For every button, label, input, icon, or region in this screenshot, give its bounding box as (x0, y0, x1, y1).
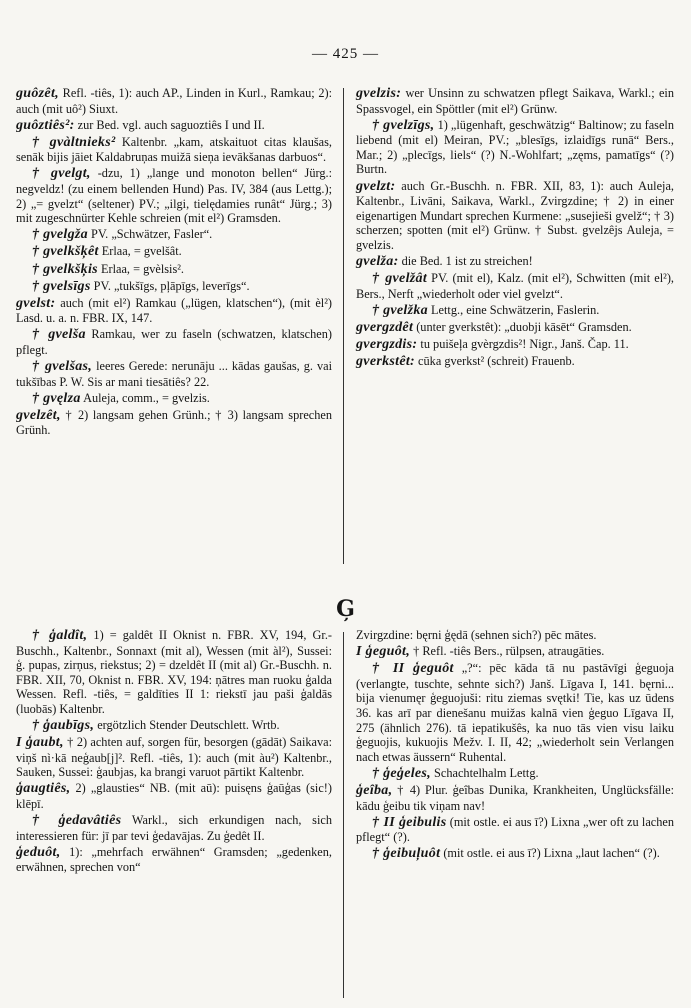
dictionary-entry (356, 337, 674, 353)
entry-headword: † gvelšas, (32, 359, 93, 375)
column-top-right (348, 86, 674, 586)
entry-headword: † ģeibuļuôt (372, 846, 441, 862)
entry-headword: † II ģeguôt (372, 661, 454, 677)
entry-headword: gvergzdêt (356, 319, 414, 335)
entry-text: die Bed. 1 ist zu streichen! (398, 254, 533, 269)
dictionary-entry (16, 781, 332, 811)
entry-text: Warkl., sich erkundigen nach, sich interessieren für: jī par tevi ģedavājas. Zu ģedêt II. (16, 813, 332, 843)
dictionary-entry (16, 391, 332, 407)
entry-text: Zvirgzdine: bęrni ģędā (sehnen sich?) pēc mātes. (356, 628, 597, 642)
dictionary-entry (16, 296, 332, 326)
dictionary-entry (356, 254, 674, 270)
dictionary-entry (16, 735, 332, 780)
dictionary-entry (356, 846, 674, 862)
entry-text: Ramkau, wer zu faseln (schwatzen, klatschen) pflegt. (16, 327, 332, 357)
entry-headword: † gvęlza (32, 390, 81, 406)
entry-headword: gvelža: (356, 254, 399, 270)
entry-headword: † gvelzīgs, (372, 117, 435, 133)
dictionary-entry (356, 815, 674, 845)
entry-text: † 4) Plur. ģeîbas Dunika, Krankheiten, Unglücksfälle: kādu ģeibu tik viņam nav! (356, 782, 674, 813)
entry-headword: † gvelsīgs (32, 278, 91, 294)
entry-text: PV. (mit el), Kalz. (mit el²), Schwitten (mit el²), Bers., Nerft „wiederholt oder viel gvelzt“. (356, 271, 674, 301)
entry-headword: † gvàltnieks² (32, 134, 116, 150)
entry-headword: guôzêt, (16, 86, 59, 101)
entry-headword: gvergzdis: (356, 337, 418, 352)
dictionary-entry (16, 244, 332, 260)
entry-text: PV. „Schwätzer, Fasler“. (87, 227, 213, 242)
dictionary-entry (356, 766, 674, 782)
dictionary-entry (16, 408, 332, 438)
entry-headword: † ģeģeles, (372, 765, 431, 781)
dictionary-entry (16, 718, 332, 734)
entry-text: Kaltenbr. „kam, atskaituot citas klaušas, senāk bijis jāiet Kaldabruņas muižā sieņa ievākšanas darbuos“. (16, 134, 332, 165)
entry-text: (unter gverkstêt): „duobji kāsēt“ Gramsden. (413, 319, 632, 334)
dictionary-entry (16, 327, 332, 357)
entry-headword: guôztiês²: (16, 117, 75, 133)
entry-text: cūka gverkst² (schreit) Frauenb. (414, 354, 575, 369)
entry-text: auch (mit el²) Ramkau („lügen, klatschen“), (mit èl²) Lasd. u. a. n. FBR. IX, 147. (16, 295, 332, 326)
entry-text: Erlaa, = gvèlsis². (97, 261, 184, 276)
entry-headword: † II ģeibulis (372, 814, 447, 830)
entry-text: Auleja, comm., = gvelzis. (80, 390, 210, 405)
entry-text: † Refl. -tiês Bers., rülpsen, atraugāties. (410, 644, 605, 659)
entry-headword: † gvelkšķis (32, 261, 98, 277)
entry-headword: ģeduôt, (16, 844, 61, 860)
entry-text: (mit ostle. ei aus ī?) Lixna „wer oft zu lachen pflegt“ (?). (356, 814, 674, 845)
entry-text: 1) = galdêt II Oknist n. FBR. XV, 194, Gr.-Buschh., Kaltenbr., Sonnaxt (mit al), Wessen (mit àl²), Sussei: ģ. pupas, zirņus, riekstus; 2) = dzeldêt II (mit al) Gr.-Buschh. n. FBR. XII, 70, Oknist n. FBR. XV, 194: ņātres man ruoku ģalda Wessen. Refl. -tiês, = galdīties II 1: riekstī jau paši ģaldās (luobās) Kaltenbr. (16, 628, 332, 716)
section-letter: Ģ (336, 596, 355, 622)
dictionary-entry (16, 359, 332, 389)
entry-text: 1) „lügenhaft, geschwätzig“ Baltinow; zu faseln liebend (mit el) Meiran, PV.; „blesīgs, izlaidīgs runā“ Bers., Mar.; 2) „plecīgs, liels“ (?) N.-Wohlfart; „zęms, pamatīgs“ (?) Burtn. (356, 117, 674, 177)
entry-headword: I ģaubt, (16, 735, 64, 751)
dictionary-entry (356, 86, 674, 116)
dictionary-entry (356, 783, 674, 813)
entry-text: PV. „tukšīgs, pļāpīgs, leverīgs“. (90, 278, 250, 293)
dictionary-entry (356, 661, 674, 764)
entry-text: zur Bed. vgl. auch saguoztiês I und II. (74, 117, 265, 132)
entry-headword: † gvelžât (372, 271, 428, 287)
dictionary-entry (16, 86, 332, 116)
entry-headword: † gvelgža (32, 227, 88, 243)
entry-text: 1): „mehrfach erwähnen“ Gramsden; „gedenken, erwähnen, sprechen von“ (16, 844, 332, 875)
entry-text: Refl. -tiês, 1): auch AP., Linden in Kurl., Ramkau; 2): auch (mit uô²) Siuxt. (16, 86, 332, 116)
entry-headword: gvelzêt, (16, 407, 61, 423)
entry-headword: † ģedavâtiês (32, 813, 122, 829)
entry-headword: gvelzis: (356, 86, 402, 101)
column-top-left (16, 86, 338, 586)
entry-text: tu puišeļa gvèrgzdis²! Nigr., Janš. Čap. 11. (417, 337, 629, 351)
entry-text: † 2) achten auf, sorgen für, besorgen (gādāt) Saikava: viņš nì·kā neģaub[j]². Refl. -tiês, 1): auch (mit àu²) Kaltenbr., Sauken, Sussei: ģaubjas, ka brangi varuot pārtikt Kaltenbr. (16, 735, 333, 780)
entry-text: -dzu, 1) „lange und monoton bellen“ Jürg.: negveldz! (zu einem bellenden Hund) Pas. IV, 384 (aus Lettg.); 2) „= gvelzt“ (seltener) PV.; „ilgi, tielędamies runât“ Jürg.; 3) mit zugeschnürter Kehle schreien (mit el²) Gramsden. (16, 166, 332, 226)
entry-headword: † ģaldît, (32, 628, 88, 643)
entry-text: Schachtelhalm Lettg. (430, 765, 539, 780)
entry-text: ergötzlich Stender Deutschlett. Wrtb. (94, 718, 280, 733)
entry-headword: ģeîba, (356, 782, 393, 798)
entry-text: „?“: pēc kāda tā nu pastāvīgi ģeguoja (verlangte, tuschte, sehnte sich?) Janš. Līgava I, 141. bęrni... bija vienumęr ģeguojuši: ritu ziemas svętki! Tie, kas uz ūdens 36. kas arī par dienešanu muižas kalnā vien ģeguo Līgava II, 275 (ähnlich 276). tā iepatikušês, ka nuo tās vien visu laiku ģeguojis, kukuojis Mežv. I. II, 42; „wiederholt sein Verlangen nach etwas äussern“ Ruhental. (356, 661, 674, 764)
dictionary-entry (356, 644, 674, 660)
dictionary-entry (356, 179, 674, 253)
entry-text: auch Gr.-Buschh. n. FBR. XII, 83, 1): auch Auleja, Kaltenbr., Livāni, Saikava, Warkl., Zvirgzdine; † 2) in einer eigenartigen Mundart sprechen Kurmene: „susejieši gvelž“; † 3) scherzen; spotten (mit el²) Grünw. † Subst. gvelzêjs Auleja, = gvelzis. (356, 178, 674, 252)
dictionary-entry (16, 845, 332, 875)
entry-headword: † gvelša (32, 327, 86, 343)
column-divider-bottom (343, 632, 344, 998)
dictionary-entry (16, 279, 332, 295)
dictionary-entry (356, 118, 674, 177)
entry-headword: I ģeguôt, (356, 644, 411, 660)
dictionary-entry (16, 628, 332, 717)
column-divider-top (343, 88, 344, 564)
dictionary-entry (356, 354, 674, 370)
entry-headword: gvelst: (16, 295, 56, 311)
dictionary-entry (16, 166, 332, 225)
entry-text: Lettg., eine Schwätzerin, Faslerin. (427, 302, 600, 317)
entry-text: † 2) langsam gehen Grünh.; † 3) langsam sprechen Grünh. (16, 407, 332, 438)
entry-headword: † gvelgt, (32, 166, 91, 182)
dictionary-entry (356, 271, 674, 301)
dictionary-entry (356, 628, 674, 643)
entry-headword: † gvelžka (372, 302, 428, 318)
entry-text: 2) „glausties“ NB. (mit aū): puisęns ģaūģas (sic!) klēpī. (16, 781, 332, 812)
entry-text: (mit ostle. ei aus ī?) Lixna „laut lachen“ (?). (440, 846, 660, 861)
dictionary-entry (356, 320, 674, 336)
entry-headword: † ģaubīgs, (32, 718, 95, 734)
dictionary-entry (16, 118, 332, 134)
entry-headword: † gvelkšķêt (32, 244, 99, 260)
entry-text: wer Unsinn zu schwatzen pflegt Saikava, Warkl.; ein Spassvogel, ein Spöttler (mit el²) Grünw. (356, 86, 674, 116)
entry-headword: ģaugtiês, (16, 781, 71, 797)
dictionary-entry (16, 227, 332, 243)
dictionary-entry (16, 135, 332, 165)
entry-headword: gverkstêt: (356, 354, 415, 370)
column-bottom-left (16, 628, 338, 1000)
page-number: — 425 — (312, 46, 379, 62)
dictionary-entry (16, 813, 332, 843)
dictionary-entry (16, 262, 332, 278)
dictionary-entry (356, 303, 674, 319)
entry-headword: gvelzt: (356, 178, 396, 194)
entry-text: leeres Gerede: nerunāju ... kādas gaušas, g. vai tukšības P. W. Sis ar mani tiesātiês? 22. (16, 359, 333, 389)
column-bottom-right (348, 628, 674, 1000)
entry-text: Erlaa, = gvelšât. (98, 244, 182, 259)
